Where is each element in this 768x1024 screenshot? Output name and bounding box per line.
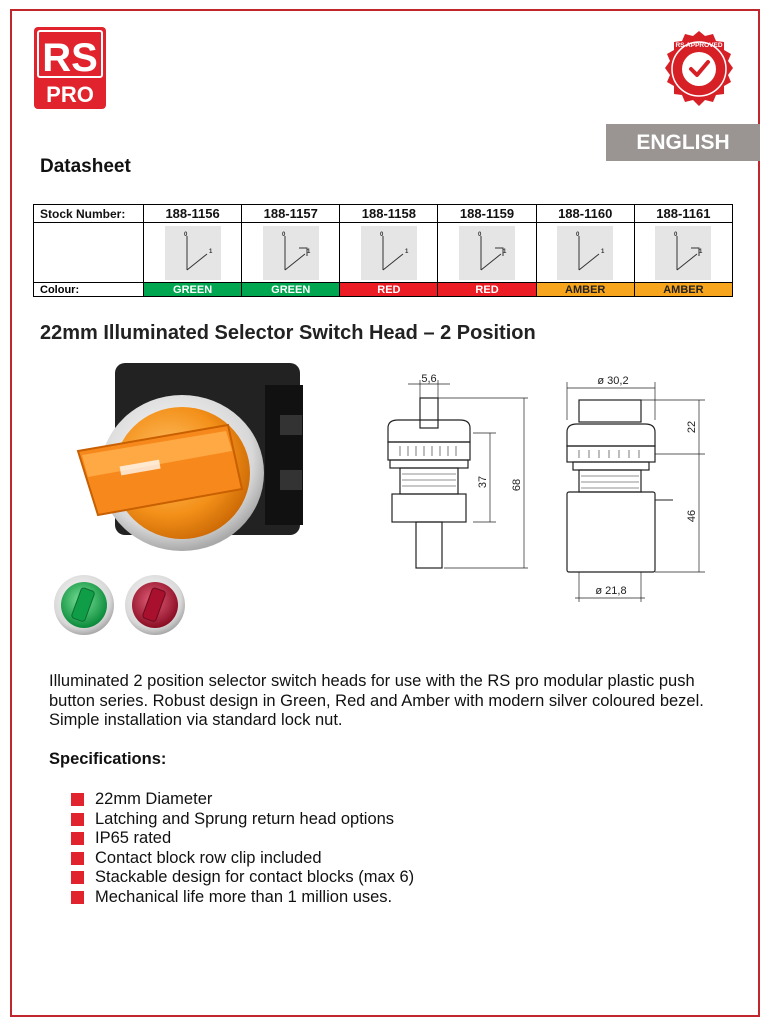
spec-item (71, 888, 414, 908)
position-1-line (579, 254, 599, 270)
stock-number-cell: 188-1161 (634, 205, 732, 223)
position-1-label: 1 (306, 248, 311, 255)
product-description: Illuminated 2 position selector switch heads for use with the RS pro modular plastic push button series. Robust design in Green, Red and Amber with modern silver coloured bezel. Simple installation via standard lock nut. (49, 672, 704, 729)
position-0-label: 0 (379, 231, 384, 238)
product-title: 22mm Illuminated Selector Switch Head – 2 Position (40, 322, 536, 344)
switch-position-diagram (557, 226, 613, 280)
logo-top-text: RS (42, 36, 98, 80)
switch-position-diagram (165, 226, 221, 280)
rs-approved-seal (660, 30, 738, 108)
position-0-label: 0 (674, 231, 678, 238)
switch-position-diagram (263, 226, 319, 280)
switch-diagram-cell (144, 223, 242, 283)
language-badge[interactable]: ENGLISH (606, 124, 760, 161)
colour-label: Colour: (34, 283, 144, 297)
position-0-label: 0 (281, 231, 286, 238)
position-1-label: 1 (404, 248, 409, 255)
spring-return-arrow (299, 248, 307, 256)
side-view-drawing (378, 370, 538, 575)
dim-46: 46 (686, 509, 698, 523)
stock-number-cell: 188-1159 (438, 205, 536, 223)
position-0-label: 0 (478, 231, 482, 238)
bullet-icon (71, 871, 84, 884)
datasheet-heading: Datasheet (40, 156, 131, 177)
dim-68: 68 (511, 478, 523, 492)
stock-number-cell: 188-1157 (242, 205, 340, 223)
spec-text: Contact block row clip included (95, 848, 322, 867)
switch-position-diagram (459, 226, 515, 280)
dim-diameter-base: ø 21,8 (595, 585, 627, 597)
stock-number-cell: 188-1160 (536, 205, 634, 223)
position-0-label: 0 (576, 231, 580, 238)
position-1-label: 1 (503, 248, 507, 255)
position-0-label: 0 (183, 231, 187, 238)
switch-position-diagram (655, 226, 711, 280)
stock-number-cell: 188-1156 (144, 205, 242, 223)
stock-table (33, 204, 733, 297)
spec-item (71, 829, 414, 849)
switch-diagram-cell (242, 223, 340, 283)
switch-position-diagram (361, 226, 417, 280)
bullet-icon (71, 852, 84, 865)
seal-text: RS APPROVED (675, 42, 723, 49)
colour-cell: RED (340, 283, 438, 297)
position-1-line (481, 254, 501, 270)
dim-37: 37 (477, 475, 489, 489)
stock-number-cell: 188-1158 (340, 205, 438, 223)
stock-number-label: Stock Number: (34, 205, 144, 223)
diagram-label-cell (34, 223, 144, 283)
spec-text: IP65 rated (95, 829, 172, 847)
spec-text: Stackable design for contact blocks (max 6) (95, 868, 415, 886)
switch-diagram-cell (536, 223, 634, 283)
colour-cell: GREEN (144, 283, 242, 297)
bullet-icon (71, 832, 84, 845)
spring-return-arrow (495, 248, 503, 256)
switch-diagram-cell (634, 223, 732, 283)
rs-pro-logo (34, 27, 106, 109)
front-view-drawing (555, 370, 715, 605)
position-1-label: 1 (601, 248, 605, 255)
bullet-icon (71, 891, 84, 904)
spec-item (71, 790, 414, 810)
spec-text: Mechanical life more than 1 million uses. (95, 887, 393, 906)
specifications-list (71, 790, 414, 907)
specifications-heading: Specifications: (49, 750, 167, 768)
bullet-icon (71, 793, 84, 806)
bullet-icon (71, 813, 84, 826)
spec-item (71, 849, 414, 869)
position-1-label: 1 (699, 248, 703, 255)
dim-22: 22 (686, 420, 698, 434)
position-1-line (285, 254, 305, 270)
dim-top-width: 5,6 (421, 373, 437, 385)
position-1-line (187, 254, 207, 270)
spec-item (71, 868, 414, 888)
logo-bottom-text: PRO (46, 82, 94, 107)
position-1-line (677, 254, 697, 270)
switch-diagram-cell (340, 223, 438, 283)
position-1-line (383, 254, 403, 270)
dim-diameter: ø 30,2 (597, 375, 629, 387)
spec-item (71, 810, 414, 830)
colour-cell: GREEN (242, 283, 340, 297)
position-1-label: 1 (208, 248, 212, 255)
colour-cell: AMBER (634, 283, 732, 297)
spec-text: 22mm Diameter (95, 790, 213, 808)
spec-text: Latching and Sprung return head options (95, 809, 395, 828)
colour-cell: RED (438, 283, 536, 297)
switch-diagram-cell (438, 223, 536, 283)
spring-return-arrow (691, 248, 699, 256)
product-photo (40, 355, 360, 645)
colour-cell: AMBER (536, 283, 634, 297)
